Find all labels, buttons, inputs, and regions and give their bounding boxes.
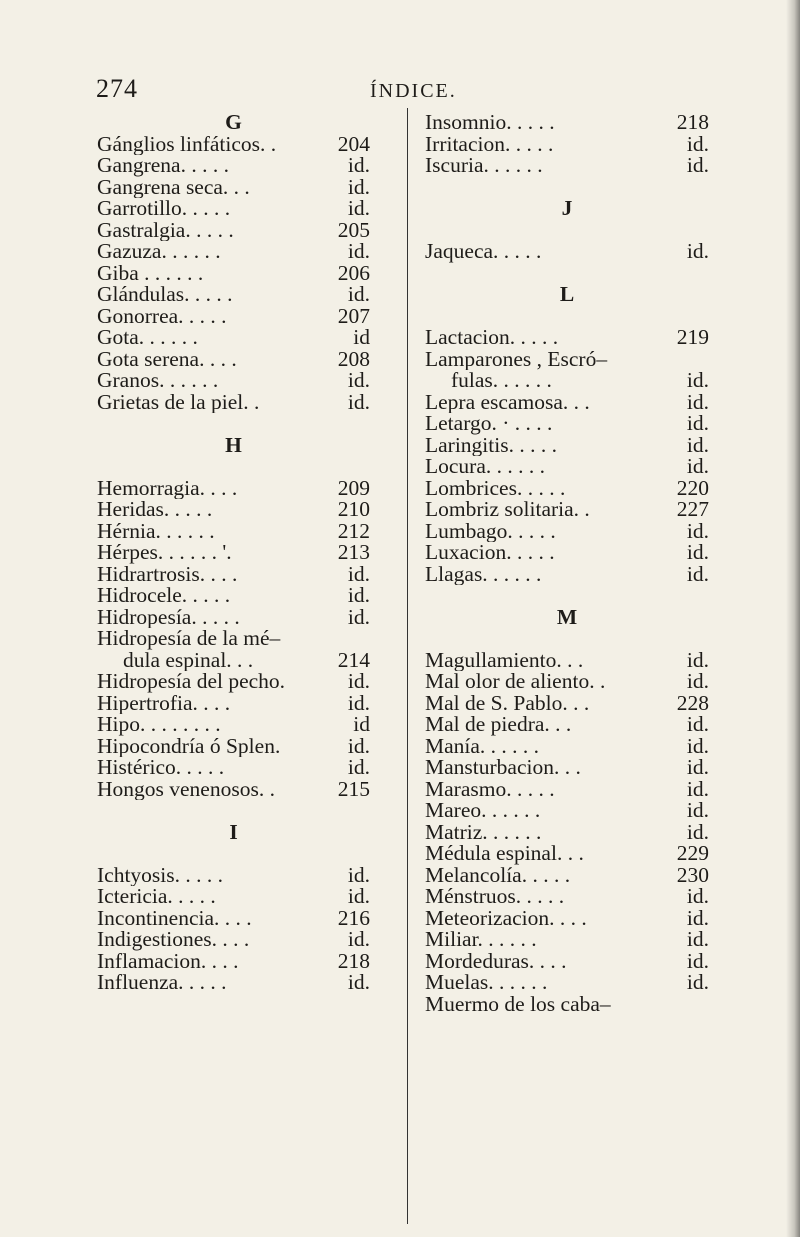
- entry-label: Mal de S. Pablo. . .: [425, 692, 590, 714]
- spacer: [425, 220, 709, 242]
- entry-page-ref: id: [353, 714, 370, 736]
- entry-page-ref: id.: [686, 241, 709, 263]
- index-entry: [97, 736, 370, 758]
- index-entry: [97, 263, 370, 285]
- entry-page-ref: id.: [347, 864, 370, 886]
- spacer: [97, 456, 370, 478]
- running-head: ÍNDICE.: [370, 80, 457, 102]
- index-entry: [425, 564, 709, 586]
- entry-label: Gota serena. . . .: [97, 348, 237, 370]
- index-entry: [97, 392, 370, 414]
- entry-label: Hérpes. . . . . . '.: [97, 542, 232, 564]
- index-entry: [425, 671, 709, 693]
- entry-page-ref: id.: [686, 907, 709, 929]
- entry-page-ref: id.: [686, 778, 709, 800]
- index-entry: [97, 757, 370, 779]
- entry-label: Histérico. . . . .: [97, 757, 225, 779]
- entry-page-ref: 206: [337, 262, 370, 284]
- spacer: [425, 628, 709, 650]
- entry-label: fulas. . . . . .: [451, 370, 552, 392]
- entry-page-ref: id.: [347, 155, 370, 177]
- index-entry: [97, 607, 370, 629]
- spacer: [97, 843, 370, 865]
- entry-page-ref: 220: [676, 477, 709, 499]
- entry-page-ref: id: [353, 327, 370, 349]
- entry-label: Influenza. . . . .: [97, 972, 227, 994]
- page-number: 274: [96, 74, 138, 103]
- entry-page-ref: 218: [337, 950, 370, 972]
- entry-label: Gánglios linfáticos. .: [97, 133, 277, 155]
- entry-page-ref: id.: [686, 155, 709, 177]
- entry-page-ref: 228: [676, 692, 709, 714]
- section-letter: I: [229, 821, 238, 843]
- index-entry: [97, 671, 370, 693]
- index-entry: [425, 951, 709, 973]
- index-entry: [425, 155, 709, 177]
- entry-page-ref: id.: [347, 735, 370, 757]
- entry-page-ref: id.: [347, 692, 370, 714]
- entry-page-ref: id.: [347, 284, 370, 306]
- entry-label: Garrotillo. . . . .: [97, 198, 231, 220]
- entry-page-ref: id.: [347, 886, 370, 908]
- index-entry: [97, 327, 370, 349]
- index-entry: [97, 521, 370, 543]
- entry-page-ref: 227: [676, 499, 709, 521]
- entry-label: Ichtyosis. . . . .: [97, 864, 224, 886]
- index-entry: [425, 736, 709, 758]
- section-letter: H: [225, 434, 242, 456]
- index-entry: [97, 542, 370, 564]
- index-entry: [425, 413, 709, 435]
- index-entry: [425, 865, 709, 887]
- index-entry: [97, 779, 370, 801]
- entry-label: Mal olor de aliento. .: [425, 671, 606, 693]
- entry-page-ref: id.: [686, 434, 709, 456]
- index-entry: [97, 929, 370, 951]
- index-entry: [97, 693, 370, 715]
- entry-label: Mareo. . . . . .: [425, 800, 541, 822]
- index-entry: [425, 994, 709, 1016]
- entry-label: Lepra escamosa. . .: [425, 391, 590, 413]
- entry-label: Melancolía. . . . .: [425, 864, 571, 886]
- index-entry: [97, 306, 370, 328]
- entry-page-ref: 205: [337, 219, 370, 241]
- index-entry: [425, 843, 709, 865]
- index-entry: [97, 478, 370, 500]
- index-entry: [97, 349, 370, 371]
- entry-label: Laringitis. . . . .: [425, 434, 557, 456]
- index-entry: [425, 241, 709, 263]
- entry-page-ref: id.: [347, 929, 370, 951]
- entry-page-ref: id.: [686, 133, 709, 155]
- entry-label: Hemorragia. . . .: [97, 477, 238, 499]
- section-letter: G: [225, 112, 242, 134]
- index-entry: [97, 564, 370, 586]
- index-entry: [425, 349, 709, 371]
- column-divider: [407, 108, 408, 1224]
- index-column-right: [425, 112, 709, 1015]
- entry-page-ref: id.: [686, 563, 709, 585]
- entry-page-ref: id.: [686, 649, 709, 671]
- entry-page-ref: id.: [347, 585, 370, 607]
- index-column-left: [97, 112, 370, 994]
- entry-page-ref: 214: [337, 649, 370, 671]
- index-entry: [425, 134, 709, 156]
- index-entry: [425, 392, 709, 414]
- entry-page-ref: 209: [337, 477, 370, 499]
- spacer: [97, 800, 370, 822]
- entry-page-ref: id.: [686, 821, 709, 843]
- entry-label: Mansturbacion. . .: [425, 757, 581, 779]
- entry-label: Granos. . . . . .: [97, 370, 219, 392]
- entry-label: Manía. . . . . .: [425, 735, 540, 757]
- entry-page-ref: 219: [676, 327, 709, 349]
- entry-label: Gota. . . . . .: [97, 327, 198, 349]
- entry-label: Llagas. . . . . .: [425, 563, 542, 585]
- spacer: [425, 306, 709, 328]
- entry-page-ref: 230: [676, 864, 709, 886]
- entry-label: Hidropesía del pecho.: [97, 671, 286, 693]
- index-entry: [425, 650, 709, 672]
- entry-label: Lumbago. . . . .: [425, 520, 556, 542]
- entry-page-ref: 207: [337, 305, 370, 327]
- entry-label: Ménstruos. . . . .: [425, 886, 565, 908]
- index-entry: [425, 499, 709, 521]
- entry-page-ref: id.: [686, 735, 709, 757]
- index-entry: [97, 585, 370, 607]
- entry-page-ref: id.: [686, 950, 709, 972]
- entry-label: Letargo. · . . . .: [425, 413, 553, 435]
- entry-label: Mordeduras. . . .: [425, 950, 567, 972]
- index-entry: [97, 628, 370, 650]
- spacer: [97, 413, 370, 435]
- entry-label: Ictericia. . . . .: [97, 886, 216, 908]
- entry-label: Iscuria. . . . . .: [425, 155, 543, 177]
- entry-label: Lombrices. . . . .: [425, 477, 566, 499]
- index-entry: [97, 220, 370, 242]
- entry-page-ref: id.: [686, 714, 709, 736]
- entry-page-ref: 229: [676, 843, 709, 865]
- index-entry: [97, 155, 370, 177]
- section-letter: M: [556, 606, 578, 628]
- entry-label: Hipocondría ó Splen.: [97, 735, 281, 757]
- entry-page-ref: id.: [347, 671, 370, 693]
- entry-label: Muelas. . . . . .: [425, 972, 548, 994]
- index-entry: [97, 198, 370, 220]
- entry-page-ref: id.: [686, 800, 709, 822]
- index-entry: [97, 284, 370, 306]
- entry-page-ref: 213: [337, 542, 370, 564]
- page-edge-shadow: [786, 0, 800, 1237]
- entry-label: Inflamacion. . . .: [97, 950, 239, 972]
- index-entry: [97, 908, 370, 930]
- index-entry: [425, 112, 709, 134]
- index-entry: [97, 499, 370, 521]
- index-entry: [425, 929, 709, 951]
- entry-page-ref: id.: [686, 456, 709, 478]
- entry-page-ref: 210: [337, 499, 370, 521]
- spacer: [425, 263, 709, 285]
- entry-label: Luxacion. . . . .: [425, 542, 555, 564]
- entry-label: Marasmo. . . . .: [425, 778, 555, 800]
- section-letter: J: [561, 198, 573, 220]
- entry-page-ref: 212: [337, 520, 370, 542]
- entry-label: Miliar. . . . . .: [425, 929, 537, 951]
- entry-page-ref: id.: [347, 391, 370, 413]
- entry-label: Giba . . . . . .: [97, 262, 204, 284]
- entry-label: Gastralgia. . . . .: [97, 219, 234, 241]
- entry-label: Hipertrofia. . . .: [97, 692, 231, 714]
- entry-label: Hérnia. . . . . .: [97, 520, 215, 542]
- spacer: [425, 585, 709, 607]
- index-entry: [425, 327, 709, 349]
- entry-page-ref: id.: [686, 886, 709, 908]
- entry-label: Mal de piedra. . .: [425, 714, 572, 736]
- entry-label: Lactacion. . . . .: [425, 327, 559, 349]
- index-entry: [425, 886, 709, 908]
- entry-page-ref: 204: [337, 133, 370, 155]
- entry-page-ref: 215: [337, 778, 370, 800]
- index-entry: [97, 865, 370, 887]
- entry-label: Meteorizacion. . . .: [425, 907, 587, 929]
- entry-page-ref: 216: [337, 907, 370, 929]
- index-entry: [97, 714, 370, 736]
- entry-page-ref: id.: [686, 929, 709, 951]
- entry-page-ref: id.: [347, 606, 370, 628]
- entry-page-ref: id.: [686, 757, 709, 779]
- index-entry: [425, 822, 709, 844]
- index-entry: [425, 779, 709, 801]
- entry-page-ref: id.: [686, 972, 709, 994]
- entry-label: dula espinal. . .: [123, 649, 254, 671]
- entry-page-ref: id.: [686, 542, 709, 564]
- entry-page-ref: id.: [686, 671, 709, 693]
- entry-label: Grietas de la piel. .: [97, 391, 260, 413]
- entry-label: Gazuza. . . . . .: [97, 241, 221, 263]
- index-entry: [425, 800, 709, 822]
- entry-page-ref: id.: [347, 370, 370, 392]
- index-entry: [97, 134, 370, 156]
- entry-label: Irritacion. . . . .: [425, 133, 554, 155]
- entry-page-ref: id.: [347, 198, 370, 220]
- index-entry: [425, 757, 709, 779]
- entry-label: Muermo de los caba–: [425, 993, 611, 1015]
- entry-page-ref: 208: [337, 348, 370, 370]
- entry-label: Heridas. . . . .: [97, 499, 213, 521]
- entry-label: Jaqueca. . . . .: [425, 241, 542, 263]
- entry-label: Hipo. . . . . . . .: [97, 714, 221, 736]
- entry-label: Lombriz solitaria. .: [425, 499, 590, 521]
- entry-label: Médula espinal. . .: [425, 843, 584, 865]
- index-entry: [97, 951, 370, 973]
- index-entry: [425, 908, 709, 930]
- entry-label: Lamparones , Escró–: [425, 348, 608, 370]
- entry-page-ref: id.: [347, 757, 370, 779]
- index-entry: [425, 435, 709, 457]
- section-letter: L: [559, 284, 575, 306]
- entry-page-ref: id.: [686, 520, 709, 542]
- entry-page-ref: id.: [686, 391, 709, 413]
- index-entry: [425, 693, 709, 715]
- entry-page-ref: id.: [686, 370, 709, 392]
- entry-page-ref: 218: [676, 112, 709, 134]
- index-entry: [425, 478, 709, 500]
- index-entry: [97, 886, 370, 908]
- entry-page-ref: id.: [347, 176, 370, 198]
- index-entry: [425, 456, 709, 478]
- index-entry: [97, 241, 370, 263]
- entry-page-ref: id.: [347, 241, 370, 263]
- index-entry: [97, 972, 370, 994]
- entry-label: Locura. . . . . .: [425, 456, 546, 478]
- entry-label: Indigestiones. . . .: [97, 929, 250, 951]
- entry-label: Hongos venenosos. .: [97, 778, 275, 800]
- index-entry: [425, 542, 709, 564]
- entry-page-ref: id.: [686, 413, 709, 435]
- entry-label: Magullamiento. . .: [425, 649, 584, 671]
- index-entry-continuation: [97, 650, 370, 672]
- entry-page-ref: id.: [347, 563, 370, 585]
- index-entry: [97, 177, 370, 199]
- index-entry: [425, 714, 709, 736]
- entry-label: Gangrena. . . . .: [97, 155, 229, 177]
- entry-label: Hidropesía de la mé–: [97, 628, 281, 650]
- index-entry: [425, 972, 709, 994]
- entry-label: Gangrena seca. . .: [97, 176, 250, 198]
- entry-label: Incontinencia. . . .: [97, 907, 252, 929]
- entry-label: Hidrartrosis. . . .: [97, 563, 238, 585]
- entry-label: Insomnio. . . . .: [425, 112, 555, 134]
- entry-label: Glándulas. . . . .: [97, 284, 233, 306]
- index-entry: [425, 521, 709, 543]
- entry-label: Matriz. . . . . .: [425, 821, 542, 843]
- entry-label: Hidrocele. . . . .: [97, 585, 231, 607]
- spacer: [425, 177, 709, 199]
- index-entry-continuation: [425, 370, 709, 392]
- entry-label: Gonorrea. . . . .: [97, 305, 227, 327]
- entry-label: Hidropesía. . . . .: [97, 606, 240, 628]
- index-entry: [97, 370, 370, 392]
- entry-page-ref: id.: [347, 972, 370, 994]
